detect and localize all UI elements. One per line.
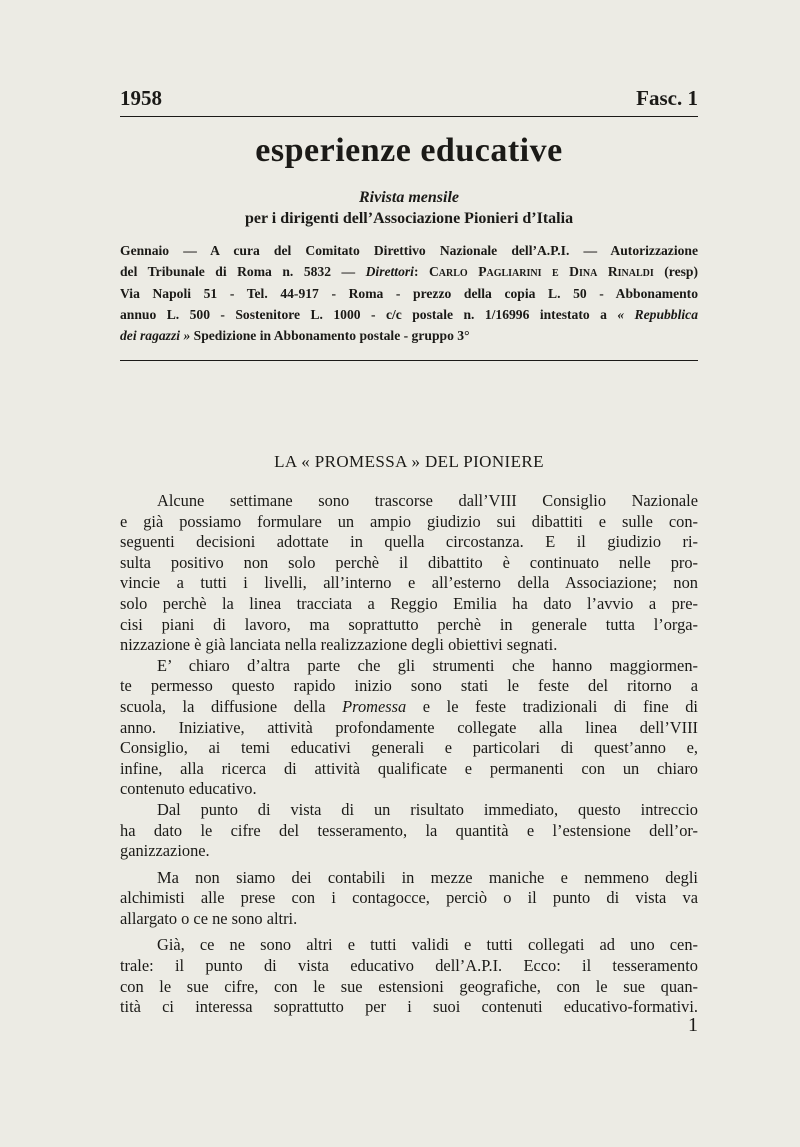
body-line: anno. Iniziative, attività profondamente collegate alla linea dell’VIII <box>120 717 698 737</box>
body-line: ha dato le cifre del tesseramento, la quantità e l’estensione dell’or- <box>120 820 698 840</box>
imprint-line: Via Napoli 51 - Tel. 44-917 - Roma - prezzo della copia L. 50 - Abbonamento <box>120 285 698 301</box>
article-title: LA « PROMESSA » DEL PIONIERE <box>274 452 544 471</box>
body-line: con le sue cifre, con le sue estensioni geografiche, con le sue quan- <box>120 976 698 996</box>
body-line: seguenti decisioni adottate in quella circostanza. E il giudizio ri- <box>120 532 698 552</box>
article-body <box>120 491 698 1018</box>
body-line: tità ci interessa soprattutto per i suoi contenuti educativo-formativi. <box>120 997 698 1017</box>
body-line: vincie a tutti i livelli, all’interno e all’esterno della Associazione; non <box>120 573 698 593</box>
body-line: solo perchè la linea tracciata a Reggio Emilia ha dato l’avvio a pre- <box>120 593 698 613</box>
body-line: sulta positivo non solo perchè il dibattito è continuato nelle pro- <box>120 552 698 572</box>
journal-title: esperienze educative <box>255 132 563 169</box>
body-line: Dal punto di vista di un risultato immediato, questo intreccio <box>157 799 698 819</box>
body-line: E’ chiaro d’altra parte che gli strumenti che hanno maggiormen- <box>157 655 698 675</box>
body-line: cisi piani di lavoro, ma soprattutto perchè in generale tutta l’orga- <box>120 614 698 634</box>
journal-tagline: per i dirigenti dell’Associazione Pionieri d’Italia <box>244 210 574 227</box>
journal-subtitle: Rivista mensile <box>359 189 459 206</box>
body-line: e già possiamo formulare un ampio giudizio sui dibattiti e sulle con- <box>120 511 698 531</box>
imprint-block <box>120 240 698 346</box>
body-line: scuola, la diffusione della Promessa e le feste tradizionali di fine di <box>120 696 698 716</box>
imprint-line: annuo L. 500 - Sostenitore L. 1000 - c/c postale n. 1/16996 intestato a « Repubblica <box>120 306 698 322</box>
body-line: allargato o ce ne sono altri. <box>120 908 298 928</box>
body-line: Alcune settimane sono trascorse dall’VIII Consiglio Nazionale <box>157 491 698 510</box>
section-rule <box>120 360 698 361</box>
body-line: ganizzazione. <box>120 841 210 861</box>
body-line: nizzazione è già lanciata nella realizzazione degli obiettivi segnati. <box>120 635 558 655</box>
imprint-line: del Tribunale di Roma n. 5832 — Direttori: Carlo Pagliarini e Dina Rinaldi (resp) <box>120 264 699 280</box>
body-line: trale: il punto di vista educativo dell’A.P.I. Ecco: il tesseramento <box>120 956 698 976</box>
issue-number: Fasc. 1 <box>636 86 698 110</box>
body-line: Già, ce ne sono altri e tutti validi e tutti collegati ad uno cen- <box>157 935 698 955</box>
body-line: Consiglio, ai temi educativi generali e particolari di quest’anno e, <box>120 738 698 758</box>
issue-year: 1958 <box>120 86 162 110</box>
body-line: Ma non siamo dei contabili in mezze maniche e nemmeno degli <box>157 867 698 887</box>
imprint-line: Gennaio — A cura del Comitato Direttivo Nazionale dell’A.P.I. — Autorizzazione <box>120 243 698 258</box>
header-rule <box>120 116 698 117</box>
body-line: infine, alla ricerca di attività qualificate e permanenti con un chiaro <box>120 758 698 778</box>
body-line: alchimisti alle prese con i contagocce, perciò o il punto di vista va <box>120 888 698 908</box>
body-line: contenuto educativo. <box>120 779 257 799</box>
issue-header <box>120 86 698 116</box>
body-line: te permesso questo rapido inizio sono stati le feste del ritorno a <box>120 676 698 696</box>
page-number: 1 <box>688 1014 698 1036</box>
imprint-line: dei ragazzi » Spedizione in Abbonamento postale - gruppo 3° <box>120 328 470 344</box>
